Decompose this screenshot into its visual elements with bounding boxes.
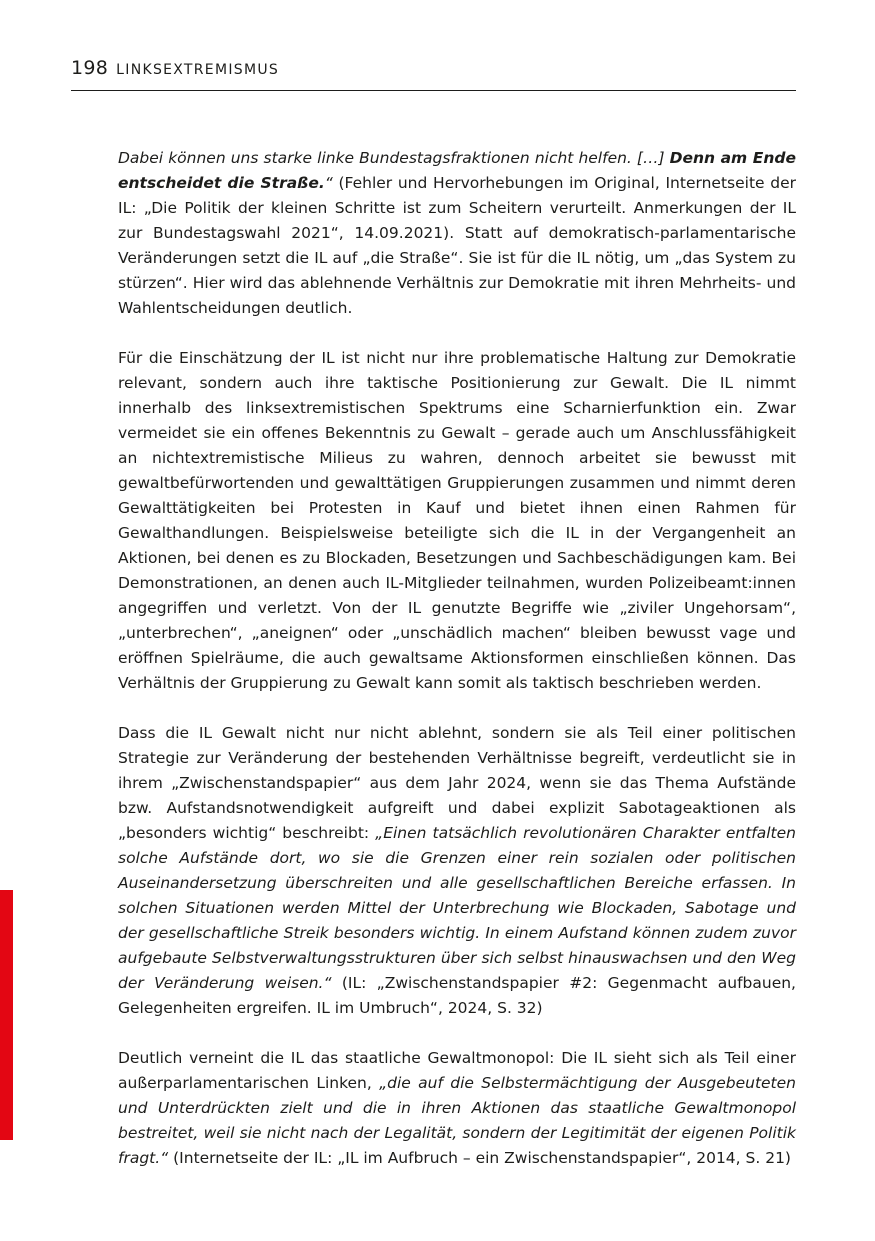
body-text: [118, 146, 796, 1171]
citation-segment: (IL: „Zwischenstandspapier #2: Gegenmacht aufbauen, Gelegenheiten ergreifen. IL im Umbruch“, 2024, S. 32): [118, 974, 796, 1017]
section-title: LINKSEXTREMISMUS: [116, 62, 280, 78]
emphasized-quote-segment: Denn am Ende entscheidet die Straße.: [118, 149, 796, 192]
quote-segment: „die auf die Selbstermächtigung der Ausgebeuteten und Unterdrückten zielt und die in ihren Aktionen das staatliche Gewaltmonopol bestreitet, weil sie nicht nach der Legalität, sondern der Legitimität der eigenen Politik fragt.“: [118, 1074, 796, 1167]
text-segment: (Fehler und Hervorhebungen im Original, Internetseite der IL: „Die Politik der kleinen Schritte ist zum Scheitern verurteilt. Anmerkungen der IL zur Bundestagswahl 2021“, 14.09.2021). Statt auf demokratisch-parlamentarische Veränderungen setzt die IL auf „die Straße“. Sie ist für die IL nötig, um „das System zu stürzen“. Hier wird das ablehnende Verhältnis zur Demokratie mit ihren Mehrheits- und Wahlentscheidungen deutlich.: [118, 174, 797, 317]
paragraph: [118, 346, 796, 696]
quote-segment: Dabei können uns starke linke Bundestagsfraktionen nicht helfen. […]: [118, 149, 670, 167]
citation-segment: (Internetseite der IL: „IL im Aufbruch – ein Zwischenstandspapier“, 2014, S. 21): [168, 1149, 791, 1167]
running-head: [71, 57, 796, 91]
page-number: 198: [71, 57, 109, 79]
paragraph: [118, 721, 796, 1021]
paragraph: [118, 1046, 796, 1171]
text-segment: Deutlich verneint die IL das staatliche Gewaltmonopol: Die IL sieht sich als Teil einer außerparlamentarischen Linken,: [118, 1049, 796, 1092]
quote-close-mark: “: [324, 174, 333, 192]
text-segment: Für die Einschätzung der IL ist nicht nur ihre problematische Haltung zur Demokratie relevant, sondern auch ihre taktische Positionierung zur Gewalt. Die IL nimmt innerhalb des linksextremistischen Spektrums eine Scharnierfunktion ein. Zwar vermeidet sie ein offenes Bekenntnis zu Gewalt – gerade auch um Anschlussfähigkeit an nichtextremistische Milieus zu wahren, dennoch arbeitet sie bewusst mit gewaltbefürwortenden und gewalttätigen Gruppierungen zusammen und nimmt deren Gewalttätigkeiten bei Protesten in Kauf und bietet ihnen einen Rahmen für Gewalthandlungen. Beispielsweise beteiligte sich die IL in der Vergangenheit an Aktionen, bei denen es zu Blockaden, Besetzungen und Sachbeschädigungen kam. Bei Demonstrationen, an denen auch IL-Mitglieder teilnahmen, wurden Polizeibeamt:innen angegriffen und verletzt. Von der IL genutzte Begriffe wie „ziviler Ungehorsam“, „unterbrechen“, „aneignen“ oder „unschädlich machen“ bleiben bewusst vage und eröffnen Spielräume, die auch gewaltsame Aktionsformen einschließen können. Das Verhältnis der Gruppierung zu Gewalt kann somit als taktisch beschrieben werden.: [118, 349, 796, 692]
text-segment: Dass die IL Gewalt nicht nur nicht ablehnt, sondern sie als Teil einer politischen Strategie zur Veränderung der bestehenden Verhältnisse begreift, verdeutlicht sie in ihrem „Zwischenstandspapier“ aus dem Jahr 2024, wenn sie das Thema Aufstände bzw. Aufstandsnotwendigkeit aufgreift und dabei explizit Sabotageaktionen als „besonders wichtig“ beschreibt:: [118, 724, 796, 842]
chapter-marker-bar: [0, 890, 13, 1140]
paragraph: [118, 146, 796, 321]
quote-segment: „Einen tatsächlich revolutionären Charakter entfalten solche Aufstände dort, wo sie die Grenzen einer rein sozialen oder politischen Auseinandersetzung überschreiten und alle gesellschaftlichen Bereiche erfassen. In solchen Situationen werden Mittel der Unterbrechung wie Blockaden, Sabotage und der gesellschaftliche Streik besonders wichtig. In einem Aufstand können zudem zuvor aufgebaute Selbstverwaltungsstrukturen über sich selbst hinauswachsen und den Weg der Veränderung weisen.“: [118, 824, 796, 992]
